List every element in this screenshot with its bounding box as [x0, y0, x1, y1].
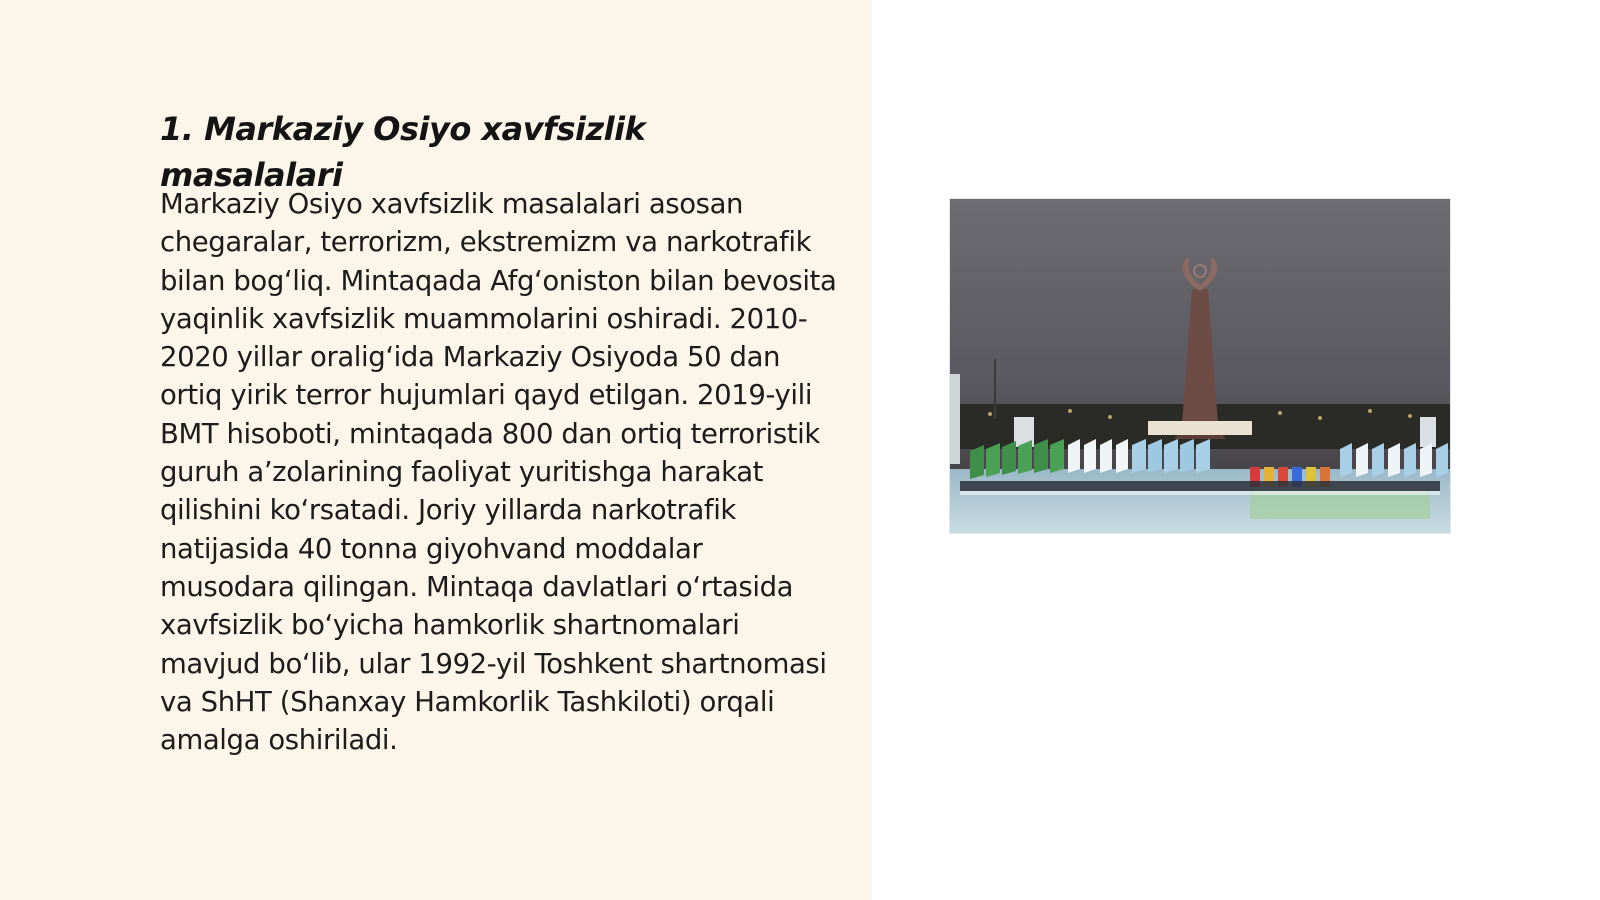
slide-title: 1. Markaziy Osiyo xavfsizlik masalalari: [160, 110, 646, 194]
slide-body-text: Markaziy Osiyo xavfsizlik masalalari asosan chegaralar, terrorizm, ekstremizm va narkotrafik bilan bog‘liq. Mintaqada Afg‘oniston bilan bevosita yaqinlik xavfsizlik muammolarini oshiradi. 2010-2020 yillar oralig‘ida Markaziy Osiyoda 50 dan ortiq yirik terror hujumlari qayd etilgan. 2019-yili BMT hisoboti, mintaqada 800 dan ortiq terroristik guruh a’zolarining faoliyat yuritishga harakat qilishini ko‘rsatadi. Joriy yillarda narkotrafik natijasida 40 tonna giyohvand moddalar musodara qilingan. Mintaqa davlatlari o‘rtasida xavfsizlik bo‘yicha hamkorlik shartnomalari mavjud bo‘lib, ular 1992-yil Toshkent shartnomasi va ShHT (Shanxay Hamkorlik Tashkiloti) orqali amalga oshiriladi.: [160, 188, 837, 757]
ceremony-photo: [950, 199, 1450, 533]
